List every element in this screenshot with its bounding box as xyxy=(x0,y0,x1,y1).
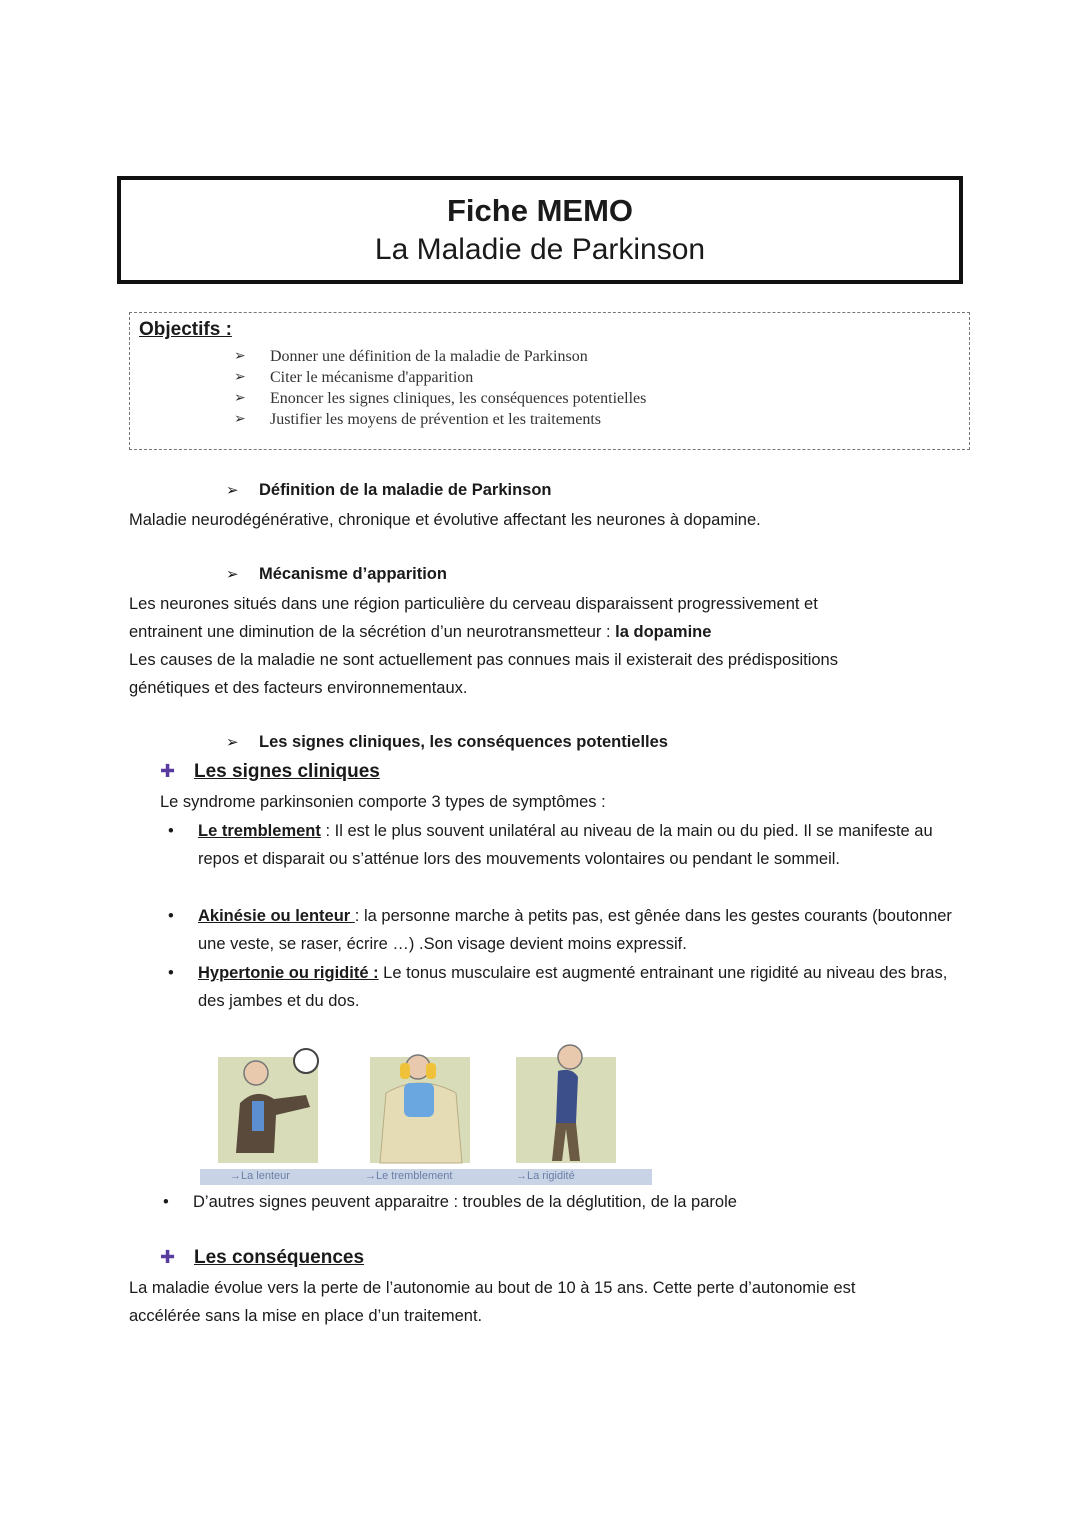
bullet-dot-icon: • xyxy=(163,1193,169,1211)
list-item: ➢ Justifier les moyens de prévention et les traitements xyxy=(234,411,602,428)
objectives-list xyxy=(234,346,646,430)
tremor-figure xyxy=(366,1043,478,1165)
list-item: • Hypertonie ou rigidité : Le tonus musculaire est augmenté entrainant une rigidité au niveau des bras, des jambes et du dos. xyxy=(160,959,960,1015)
slowness-figure xyxy=(214,1043,326,1165)
caption-slowness: →La lenteur xyxy=(230,1170,290,1182)
caption-rigidity: →La rigidité xyxy=(516,1170,575,1182)
pin-icon: ✚ xyxy=(160,761,176,781)
list-item: ➢ Enoncer les signes cliniques, les conséquences potentielles xyxy=(234,390,647,407)
signs-intro: Le syndrome parkinsonien comporte 3 types de symptômes : xyxy=(160,793,606,811)
arrow-bullet-icon: ➢ xyxy=(234,390,246,406)
bullet-dot-icon: • xyxy=(168,822,174,840)
arrow-bullet-icon: ➢ xyxy=(226,565,239,583)
arrow-bullet-icon: ➢ xyxy=(234,369,246,385)
mechanism-heading: ➢ Mécanisme d’apparition xyxy=(226,565,447,583)
list-item: ➢ Citer le mécanisme d'apparition xyxy=(234,369,474,386)
objectives-title: Objectifs : xyxy=(139,319,232,340)
arrow-bullet-icon: ➢ xyxy=(234,411,246,427)
page-title: Fiche MEMO xyxy=(446,193,633,228)
list-item: • Le tremblement : Il est le plus souvent unilatéral au niveau de la main ou du pied. Il se manifeste au repos et disparait ou s’atténue lors des mouvements volontaires ou pendant le sommeil. xyxy=(160,817,960,873)
arrow-bullet-icon: ➢ xyxy=(226,733,239,751)
definition-heading: ➢ Définition de la maladie de Parkinson xyxy=(226,481,552,499)
signs-subheading: ✚ Les signes cliniques xyxy=(160,761,380,782)
page-subtitle: La Maladie de Parkinson xyxy=(374,233,706,266)
objectives-box xyxy=(129,312,970,450)
list-item: ➢ Donner une définition de la maladie de Parkinson xyxy=(234,348,588,365)
caption-tremor: →Le tremblement xyxy=(365,1170,453,1182)
symptoms-illustration xyxy=(200,1043,652,1185)
list-item: • D’autres signes peuvent apparaitre : troubles de la déglutition, de la parole xyxy=(155,1188,955,1216)
list-item: • Akinésie ou lenteur : la personne marche à petits pas, est gênée dans les gestes courants (boutonner une veste, se raser, écrire …) .Son visage devient moins expressif. xyxy=(160,902,960,958)
consequences-text: La maladie évolue vers la perte de l’autonomie au bout de 10 à 15 ans. Cette perte d’autonomie est accélérée sans la mise en place d’un traitement. xyxy=(129,1279,856,1325)
arrow-bullet-icon: ➢ xyxy=(234,348,246,364)
consequences-subheading: ✚ Les conséquences xyxy=(160,1247,365,1268)
title-box xyxy=(117,176,963,284)
mechanism-text: Les neurones situés dans une région particulière du cerveau disparaissent progressivement et entrainent une diminution de la sécrétion d’un neurotransmetteur : la dopamine Les causes de la maladie ne sont actuellement pas connues mais il existerait des prédispositions génétiques et des facteurs environnementaux. xyxy=(129,595,838,697)
bullet-dot-icon: • xyxy=(168,964,174,982)
pin-icon: ✚ xyxy=(160,1247,176,1267)
bullet-dot-icon: • xyxy=(168,907,174,925)
rigidity-figure xyxy=(512,1043,624,1165)
arrow-bullet-icon: ➢ xyxy=(226,481,239,499)
definition-text: Maladie neurodégénérative, chronique et évolutive affectant les neurones à dopamine. xyxy=(129,511,761,529)
signs-heading: ➢ Les signes cliniques, les conséquences potentielles xyxy=(226,733,668,751)
